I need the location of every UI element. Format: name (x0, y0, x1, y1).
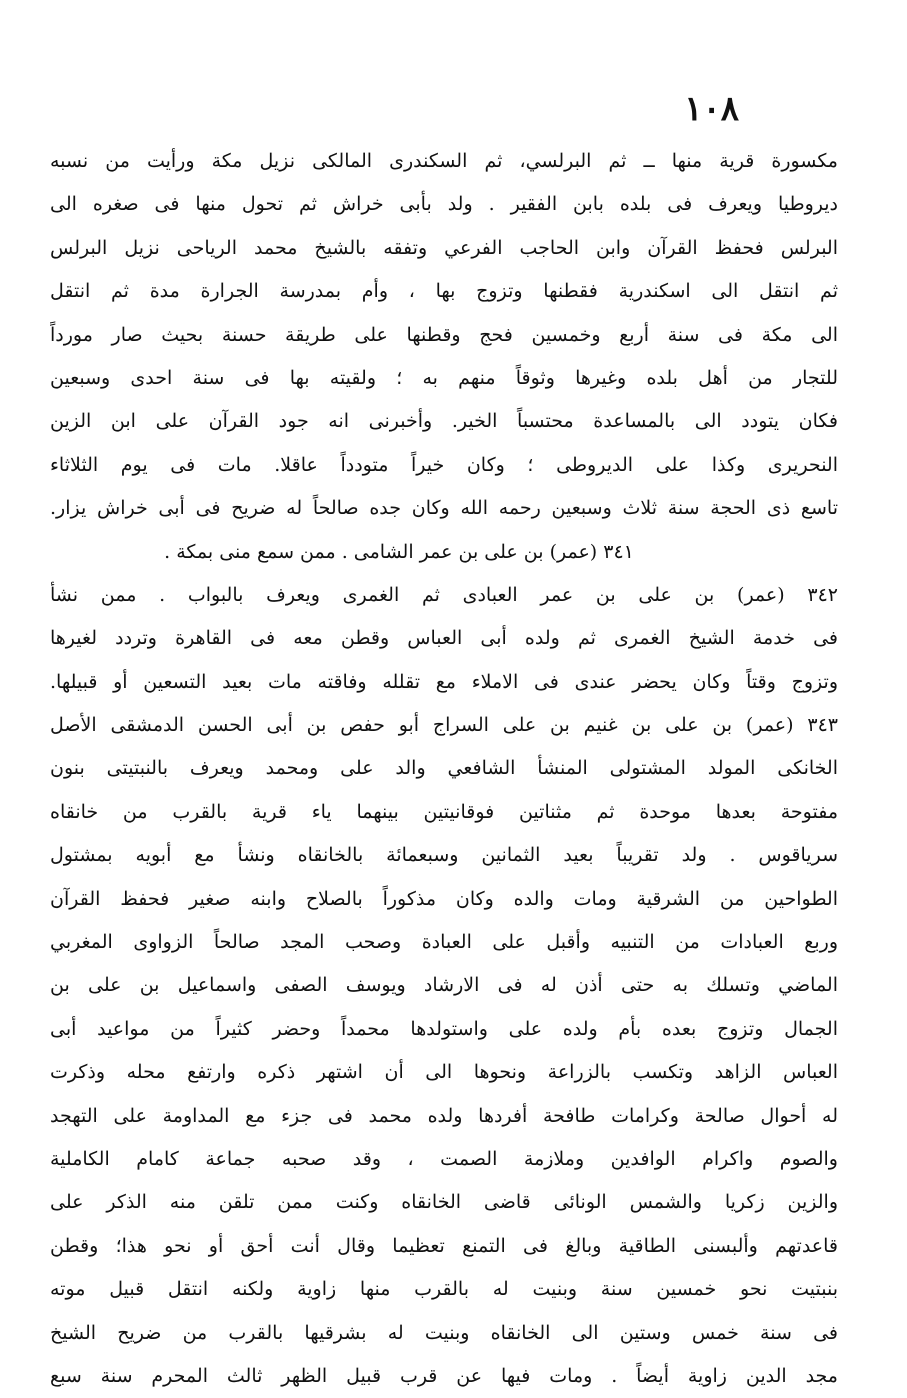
text-line: الخانكى المولد المشتولى المنشأ الشافعي والد على ومحمد ويعرف بالنبتيتى بنون (50, 757, 838, 780)
text-line: الماضي وتسلك به حتى أذن له فى الارشاد ويوسف الصفى واسماعيل بن على بن (50, 974, 838, 997)
text-line: مجد الدين زاوية أيضاً . ومات فيها عن قرب قبيل الظهر ثالث المحرم سنة سبع (50, 1364, 838, 1387)
text-line: مفتوحة بعدها موحدة ثم مثناتين فوقانيتين بينهما ياء قرية بالقرب من خانقاه (50, 800, 838, 823)
text-line: العباس الزاهد وتكسب بالزراعة ونحوها الى أن اشتهر ذكره وارتفع محله وذكرت (50, 1061, 838, 1084)
text-line: والزين زكريا والشمس الونائى قاضى الخانقاه وكنت ممن تلقن منه الذكر على (50, 1191, 838, 1214)
text-line: له أحوال صالحة وكرامات طافحة أفردها ولده محمد فى جزء مع المداومة على التهجد (50, 1104, 838, 1127)
text-line: سرياقوس . ولد تقريباً بعيد الثمانين وسبعمائة بالخانقاه ونشأ مع أبويه بمشتول (50, 844, 838, 867)
main-text (50, 140, 838, 1398)
text-line: الى مكة فى سنة أربع وخمسين فحج وقطنها على طريقة حسنة بحيث صار مورداً (50, 323, 838, 346)
text-line: وتزوج وقتاً وكان يحضر عندى فى الاملاء مع تقلله وفاقته مات بعيد التسعين أو قبيلها. (50, 670, 838, 693)
text-line: فى سنة خمس وستين الى الخانقاه وبنيت له بشرقيها بالقرب من ضريح الشيخ (50, 1321, 838, 1344)
entry-342-start: ٣٤٢ (عمر) بن على بن عمر العبادى ثم الغمرى ويعرف بالبواب . ممن نشأ (50, 583, 838, 606)
text-line: ثم انتقل الى اسكندرية فقطنها وتزوج بها ، وأم بمدرسة الجرارة مدة ثم انتقل (50, 280, 838, 303)
text-line: الجمال وتزوج بعده بأم ولده على واستولدها محمداً وحضر كثيراً من مواعيد أبى (50, 1017, 838, 1040)
text-line: والصوم واكرام الوافدين وملازمة الصمت ، وقد صحبه جماعة كامام الكاملية (50, 1147, 838, 1170)
text-line: البرلس فحفظ القرآن وابن الحاجب الفرعي وتفقه بالشيخ محمد الرياحى نزيل البرلس (50, 236, 838, 259)
text-line: النحريرى وكذا على الديروطى ؛ وكان خيراً متودداً عاقلا. مات فى يوم الثلاثاء (50, 453, 838, 476)
text-line: ديروطيا ويعرف فى بلده بابن الفقير . ولد بأبى خراش ثم تحول منها فى صغره الى (50, 193, 838, 216)
text-line: بنبتيت نحو خمسين سنة وبنيت له بالقرب منها زاوية ولكنه انتقل قبيل موته (50, 1278, 838, 1301)
text-line: فى خدمة الشيخ الغمرى ثم ولده أبى العباس وقطن معه فى القاهرة وتردد لغيرها (50, 627, 838, 650)
text-line: وربع العبادات من التنبيه وأقبل على العبادة وصحب المجد صالحاً الزواوى المغربي (50, 931, 838, 954)
text-line: مكسورة قرية منها ــ ثم البرلسي، ثم السكندرى المالكى نزيل مكة ورأيت من نسبه (50, 150, 838, 172)
text-line: فكان يتودد الى بالمساعدة محتسباً الخير. وأخبرنى انه جود القرآن على ابن الزين (50, 410, 838, 433)
text-line: قاعدتهم وألبسنى الطاقية وبالغ فى التمنع تعظيما وقال أنت أحق أو نحو هذا؛ وقطن (50, 1234, 838, 1257)
entry-343-start: ٣٤٣ (عمر) بن على بن غنيم بن على السراج أبو حفص بن أبى الحسن الدمشقى الأصل (50, 714, 838, 737)
text-line: الطواحين من الشرقية ومات والده وكان مذكوراً بالصلاح وابنه صغير فحفظ القرآن (50, 887, 838, 910)
entry-341: ٣٤١ (عمر) بن على بن عمر الشامى . ممن سمع منى بمكة . (164, 540, 634, 563)
text-line: تاسع ذى الحجة سنة ثلاث وسبعين رحمه الله وكان جده صالحاً له ضريح فى أبى خراش يزار. (50, 497, 838, 520)
page-number: ١٠٨ (684, 89, 739, 129)
text-line: للتجار من أهل بلده وغيرها وثوقاً منهم به ؛ ولقيته بها فى سنة احدى وسبعين (50, 366, 838, 389)
